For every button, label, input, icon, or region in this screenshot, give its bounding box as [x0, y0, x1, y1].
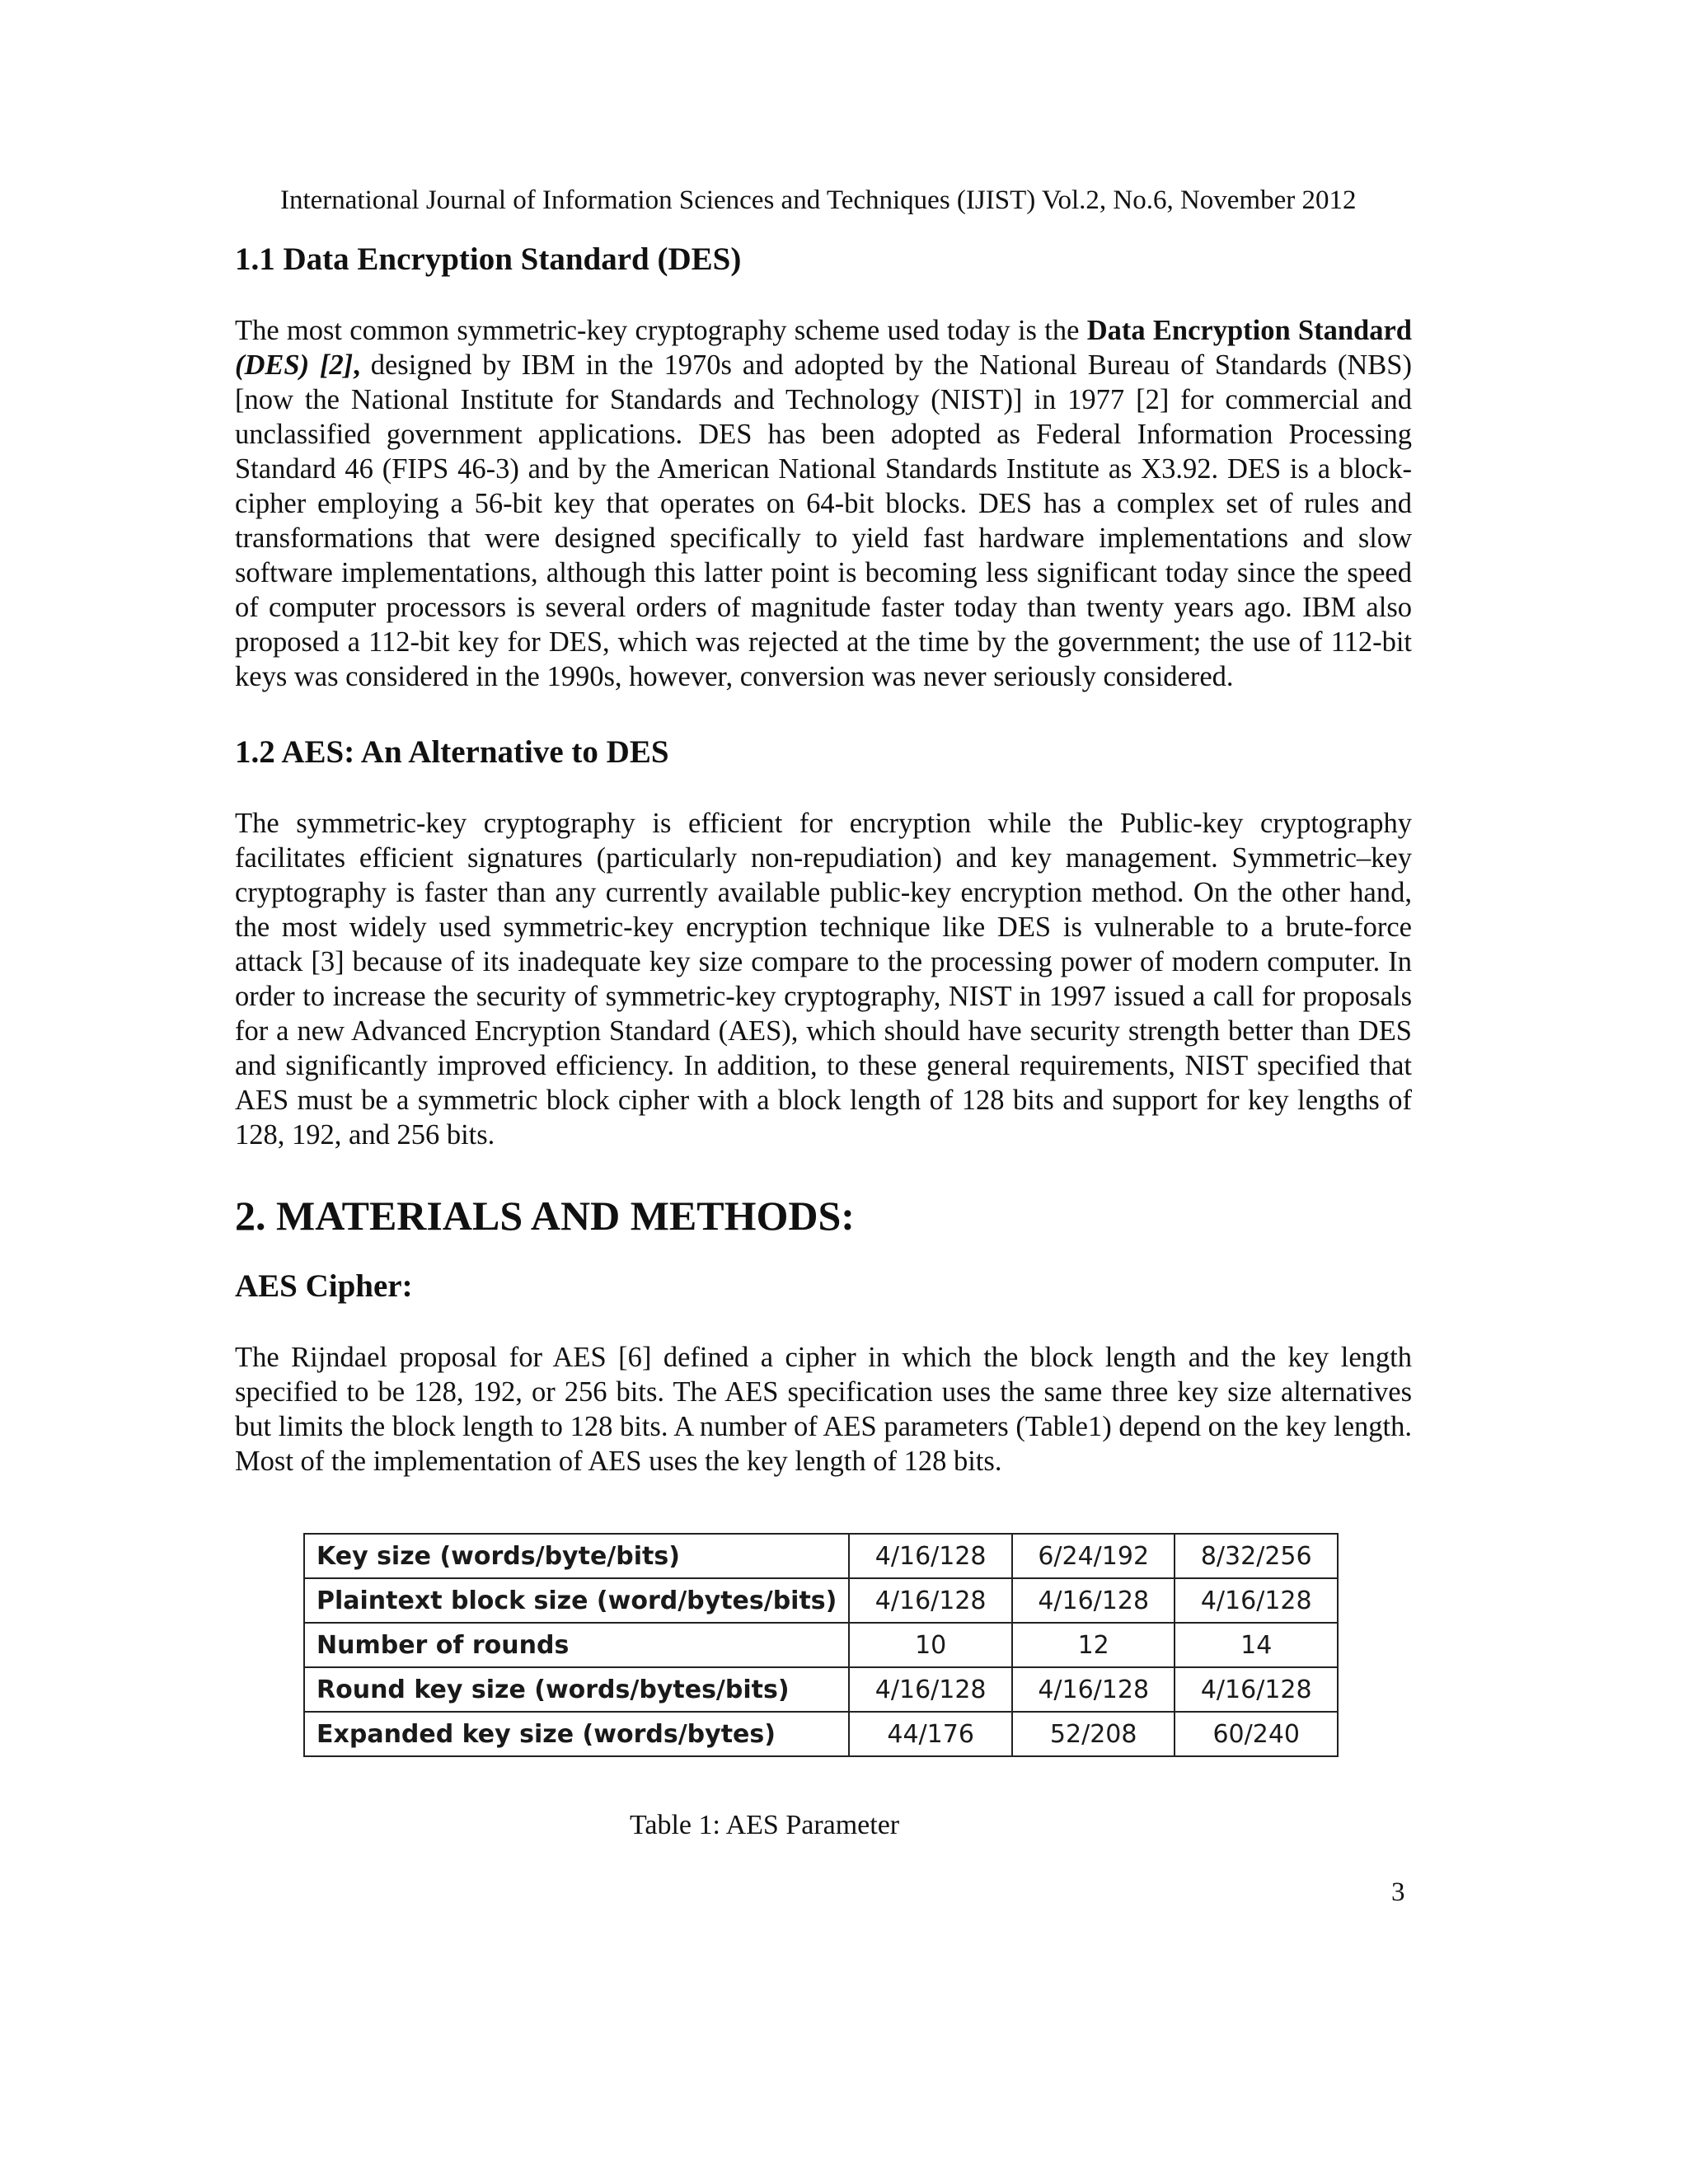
table-row [304, 1623, 1338, 1667]
table-row [304, 1667, 1338, 1712]
table-cell: 4/16/128 [849, 1578, 1012, 1623]
paragraph-des [235, 313, 1412, 694]
table-cell: 4/16/128 [1175, 1578, 1338, 1623]
des-citation: (DES) [2] [235, 349, 354, 381]
paragraph-aes-cipher: The Rijndael proposal for AES [6] defined a cipher in which the block length and the key length specified to be 128, 192, or 256 bits. The AES specification uses the same three key size alternatives but limits the block length to 128 bits. A number of AES parameters (Table1) depend on the key length. Most of the implementation of AES uses the key length of 128 bits. [235, 1342, 1412, 1477]
table-row-label: Plaintext block size (word/bytes/bits) [304, 1578, 849, 1623]
table-row [304, 1578, 1338, 1623]
table-row [304, 1534, 1338, 1578]
table-cell: 4/16/128 [1175, 1667, 1338, 1712]
main-content [235, 239, 1412, 1479]
section-heading-aes-alternative: 1.2 AES: An Alternative to DES [235, 734, 669, 770]
paragraph-des-lead: The most common symmetric-key cryptography scheme used today is the [235, 315, 1087, 346]
table-caption: Table 1: AES Parameter [630, 1810, 900, 1840]
table-cell: 60/240 [1175, 1712, 1338, 1756]
des-term-bold: Data Encryption Standard [1086, 315, 1412, 346]
paragraph-des-rest: designed by IBM in the 1970s and adopted by the National Bureau of Standards (NBS) [now the National Institute for Standards and Technology (NIST)] in 1977 [2] for commercial and unclassified government applications. DES has been adopted as Federal Information Processing Standard 46 (FIPS 46-3) and by the American National Standards Institute as X3.92. DES is a block-cipher employing a 56-bit key that operates on 64-bit blocks. DES has a complex set of rules and transformations that were designed specifically to yield fast hardware implementations and slow software implementations, although this latter point is becoming less significant today since the speed of computer processors is several orders of magnitude faster today than twenty years ago. IBM also proposed a 112-bit key for DES, which was rejected at the time by the government; the use of 112-bit keys was considered in the 1990s, however, conversion was never seriously considered. [235, 349, 1412, 692]
section-heading-des: 1.1 Data Encryption Standard (DES) [235, 241, 742, 277]
table-cell: 8/32/256 [1175, 1534, 1338, 1578]
table-row-label: Number of rounds [304, 1623, 849, 1667]
des-comma: , [353, 349, 360, 381]
table-row [304, 1712, 1338, 1756]
table-cell: 4/16/128 [849, 1667, 1012, 1712]
table-row-label: Expanded key size (words/bytes) [304, 1712, 849, 1756]
section-heading-materials-methods: 2. MATERIALS AND METHODS: [235, 1193, 855, 1239]
table-cell: 12 [1012, 1623, 1175, 1667]
table-cell: 6/24/192 [1012, 1534, 1175, 1578]
table-cell: 4/16/128 [1012, 1578, 1175, 1623]
page-number: 3 [1391, 1877, 1405, 1907]
paragraph-aes-alternative: The symmetric-key cryptography is efficient for encryption while the Public-key cryptography facilitates efficient signatures (particularly non-repudiation) and key management. Symmetric–key cryptography is faster than any currently available public-key encryption method. On the other hand, the most widely used symmetric-key encryption technique like DES is vulnerable to a brute-force attack [3] because of its inadequate key size compare to the processing power of modern computer. In order to increase the security of symmetric-key cryptography, NIST in 1997 issued a call for proposals for a new Advanced Encryption Standard (AES), which should have security strength better than DES and significantly improved efficiency. In addition, to these general requirements, NIST specified that AES must be a symmetric block cipher with a block length of 128 bits and support for key lengths of 128, 192, and 256 bits. [235, 808, 1412, 1151]
table-cell: 44/176 [849, 1712, 1012, 1756]
running-header: International Journal of Information Sciences and Techniques (IJIST) Vol.2, No.6, November 2012 [280, 185, 1357, 215]
subheading-aes-cipher: AES Cipher: [235, 1268, 413, 1304]
table-cell: 4/16/128 [849, 1534, 1012, 1578]
table-row-label: Key size (words/byte/bits) [304, 1534, 849, 1578]
table-cell: 14 [1175, 1623, 1338, 1667]
table-cell: 10 [849, 1623, 1012, 1667]
table-cell: 52/208 [1012, 1712, 1175, 1756]
table-row-label: Round key size (words/bytes/bits) [304, 1667, 849, 1712]
aes-parameter-table [303, 1533, 1339, 1757]
table-cell: 4/16/128 [1012, 1667, 1175, 1712]
